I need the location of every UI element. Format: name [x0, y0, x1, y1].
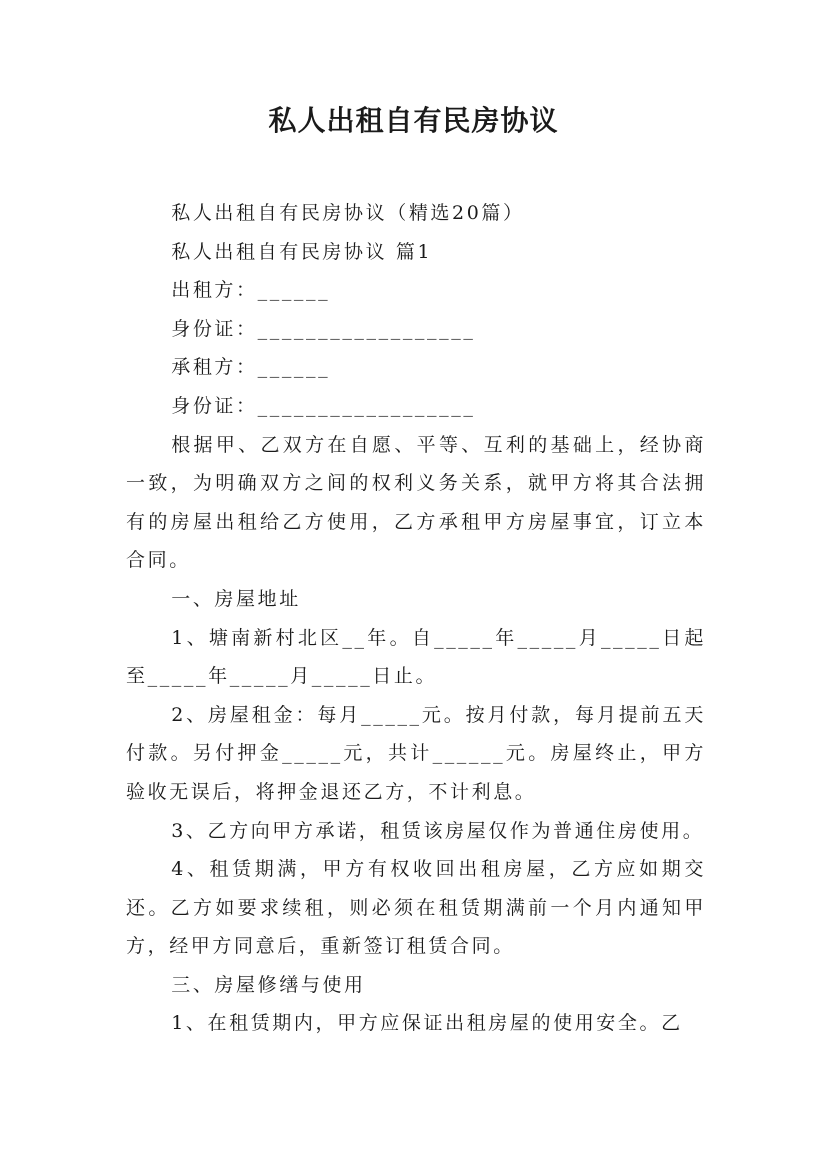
lessee-id-field: 身份证：__________________ [171, 394, 476, 417]
lessor-id-field: 身份证：__________________ [171, 317, 476, 340]
body-paragraph: 根据甲、乙双方在自愿、平等、互利的基础上，经协商一致，为明确双方之间的权利义务关系，就甲方将其合法拥有的房屋出租给乙方使用，乙方承租甲方房屋事宜，订立本合同。 [126, 433, 706, 572]
lessor-field: 出租方：______ [171, 279, 331, 302]
body-paragraph: 1、在租赁期内，甲方应保证出租房屋的使用安全。乙 [171, 1012, 683, 1035]
lessee-field: 承租方：______ [171, 356, 331, 379]
document-title: 私人出租自有民房协议 [268, 104, 559, 137]
body-paragraph: 4、租赁期满，甲方有权收回出租房屋，乙方应如期交还。乙方如要求续租，则必须在租赁期满前一个月内通知甲方，经甲方同意后，重新签订租赁合同。 [126, 858, 706, 958]
body-paragraph: 1、塘南新村北区__年。自_____年_____月_____日起至_____年_____月_____日止。 [126, 626, 706, 688]
body-paragraph: 2、房屋租金：每月_____元。按月付款，每月提前五天付款。另付押金_____元，共计______元。房屋终止，甲方验收无误后，将押金退还乙方，不计利息。 [126, 703, 706, 803]
document-body [126, 194, 706, 1043]
clause-heading: 一、房屋地址 [171, 587, 301, 610]
clause-heading: 三、房屋修缮与使用 [171, 973, 366, 996]
section-heading: 私人出租自有民房协议 篇1 [171, 240, 433, 263]
subtitle-line: 私人出租自有民房协议（精选20篇） [171, 202, 525, 224]
body-paragraph: 3、乙方向甲方承诺，租赁该房屋仅作为普通住房使用。 [171, 819, 705, 842]
